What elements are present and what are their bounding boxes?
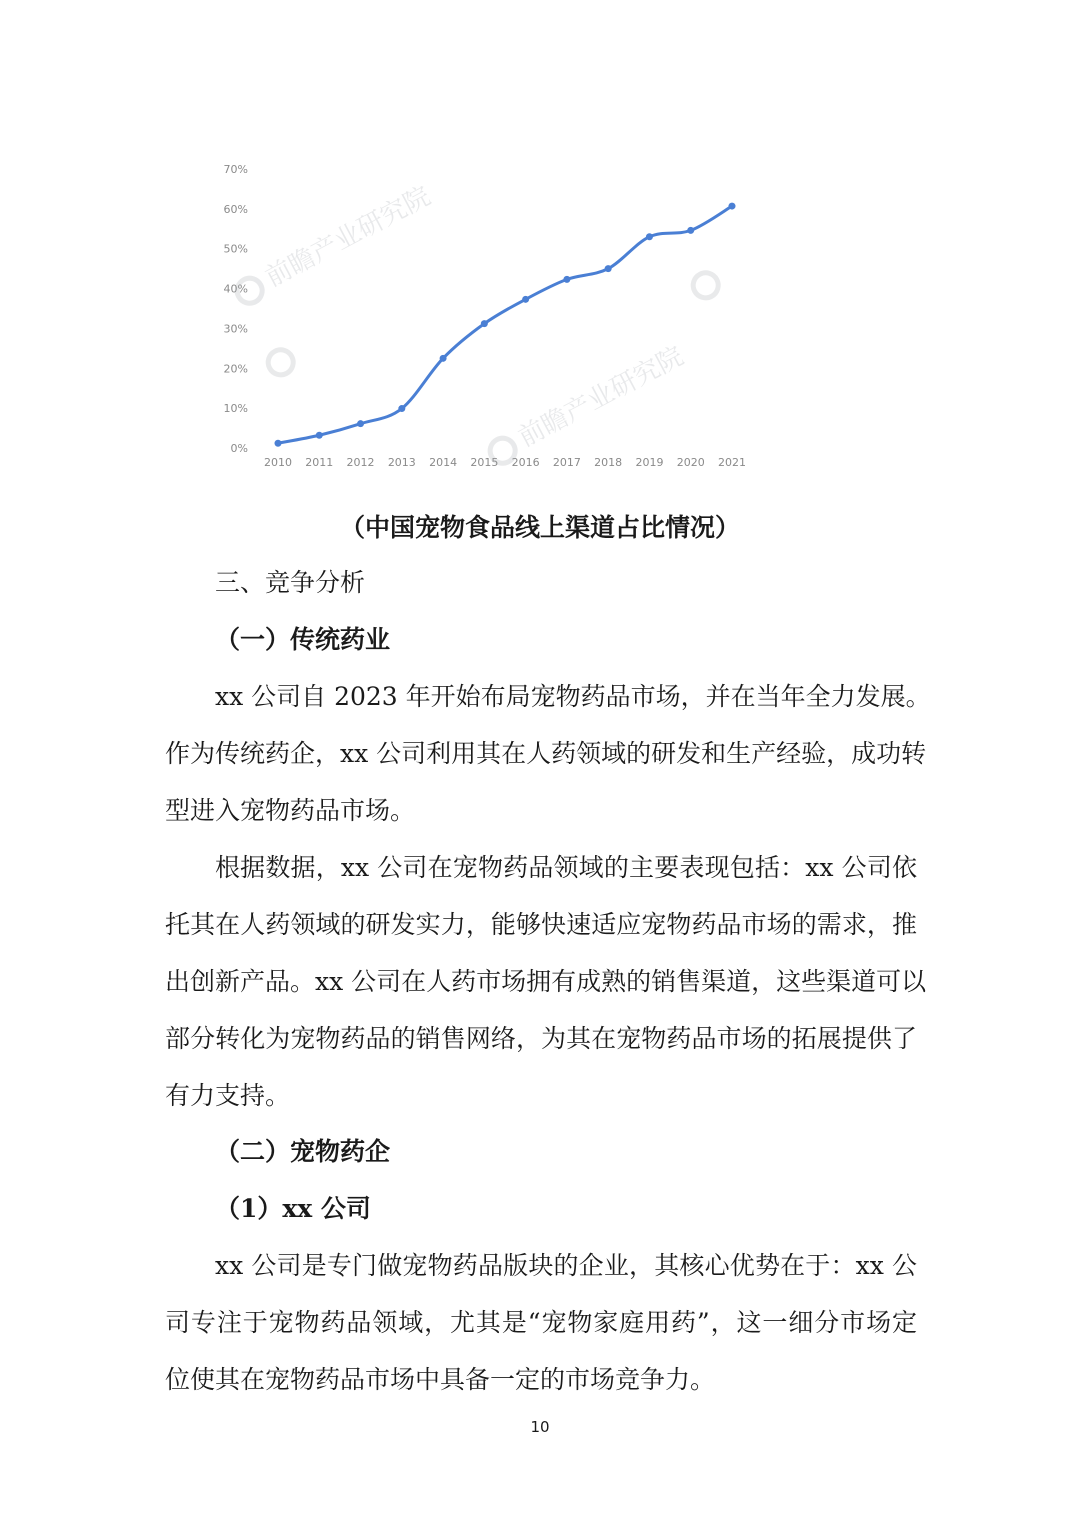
data-point bbox=[563, 276, 570, 283]
paragraph-line: 部分转化为宠物药品的销售网络，为其在宠物药品市场的拓展提供了 bbox=[165, 1024, 917, 1053]
x-tick-label: 2019 bbox=[635, 456, 664, 469]
y-tick-label: 10% bbox=[223, 402, 248, 416]
x-tick-label: 2014 bbox=[429, 456, 458, 469]
data-point bbox=[646, 233, 653, 240]
y-axis-tick-labels bbox=[224, 163, 248, 455]
data-point bbox=[481, 320, 488, 327]
data-point bbox=[398, 405, 405, 412]
x-tick-label: 2013 bbox=[387, 456, 416, 469]
data-point bbox=[275, 440, 282, 447]
y-tick-label: 40% bbox=[223, 282, 248, 296]
paragraph-line: 作为传统药企，xx 公司利用其在人药领域的研发和生产经验，成功转 bbox=[165, 739, 927, 768]
x-tick-label: 2016 bbox=[511, 456, 540, 469]
figure-caption: （中国宠物食品线上渠道占比情况） bbox=[339, 513, 740, 542]
x-tick-label: 2018 bbox=[594, 456, 623, 469]
paragraph-line: 根据数据，xx 公司在宠物药品领域的主要表现包括：xx 公司依 bbox=[215, 853, 917, 882]
paragraph-line: 托其在人药领域的研发实力，能够快速适应宠物药品市场的需求，推 bbox=[165, 910, 917, 939]
data-point bbox=[522, 296, 529, 303]
x-tick-label: 2020 bbox=[676, 456, 705, 469]
paragraph-line: 司专注于宠物药品领域，尤其是“宠物家庭用药”，这一细分市场定 bbox=[165, 1308, 917, 1337]
data-point bbox=[605, 265, 612, 272]
section-heading: 三、竞争分析 bbox=[215, 568, 366, 597]
x-tick-label: 2015 bbox=[470, 456, 499, 469]
x-tick-label: 2011 bbox=[305, 456, 334, 469]
x-tick-label: 2021 bbox=[718, 456, 746, 469]
watermark: 前瞻产业研究院 bbox=[226, 176, 436, 311]
paragraph-line: 出创新产品。xx 公司在人药市场拥有成熟的销售渠道，这些渠道可以 bbox=[165, 967, 927, 996]
y-tick-label: 20% bbox=[223, 362, 248, 376]
x-tick-label: 2010 bbox=[264, 456, 292, 469]
data-point bbox=[440, 355, 447, 362]
paragraph-line: 有力支持。 bbox=[165, 1081, 291, 1110]
page-number: 10 bbox=[530, 1418, 550, 1436]
data-point bbox=[316, 432, 323, 439]
y-tick-label: 60% bbox=[223, 202, 248, 216]
data-points bbox=[275, 203, 736, 447]
paragraph-line: 位使其在宠物药品市场中具备一定的市场竞争力。 bbox=[165, 1365, 716, 1394]
x-tick-label: 2017 bbox=[552, 456, 581, 469]
y-tick-label: 30% bbox=[223, 322, 248, 336]
subsection-heading-pet-pharma: （二）宠物药企 bbox=[215, 1137, 391, 1166]
y-tick-label: 70% bbox=[223, 163, 248, 176]
subsection-heading-traditional-pharma: （一）传统药业 bbox=[215, 625, 391, 654]
x-tick-label: 2012 bbox=[346, 456, 375, 469]
paragraph-line: xx 公司自 2023 年开始布局宠物药品市场，并在当年全力发展。 bbox=[215, 682, 931, 711]
y-tick-label: 50% bbox=[223, 242, 248, 256]
subsection-heading-company: （1）xx 公司 bbox=[215, 1194, 371, 1223]
paragraph-line: 型进入宠物药品市场。 bbox=[165, 796, 416, 825]
watermark: 前瞻产业研究院 bbox=[479, 336, 689, 471]
data-point bbox=[357, 420, 364, 427]
y-tick-label: 0% bbox=[230, 442, 248, 455]
x-axis-tick-labels bbox=[264, 456, 746, 469]
data-point bbox=[729, 203, 736, 210]
paragraph-line: xx 公司是专门做宠物药品版块的企业，其核心优势在于：xx 公 bbox=[215, 1251, 917, 1280]
data-point bbox=[687, 227, 694, 234]
series-line bbox=[278, 206, 732, 443]
online-channel-share-line-chart bbox=[200, 140, 800, 490]
